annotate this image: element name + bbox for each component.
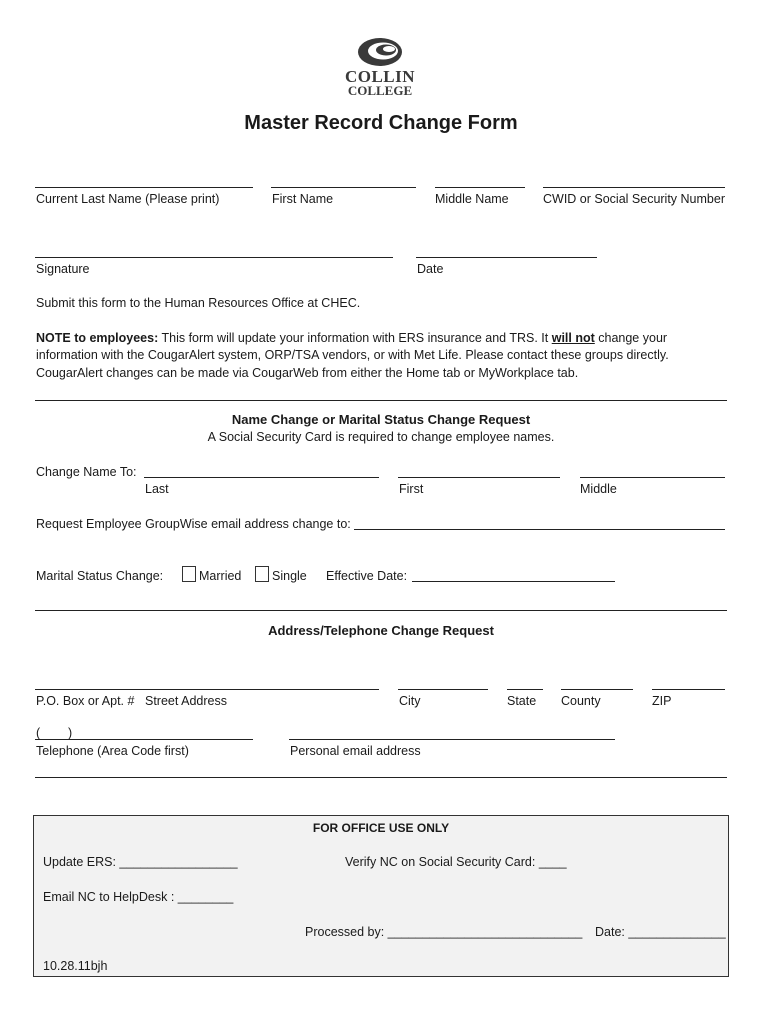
personal-email-field[interactable] [289,739,615,740]
city-field[interactable] [398,689,488,690]
email-change-label: Request Employee GroupWise email address change to: [36,517,351,531]
effective-date-label: Effective Date: [326,569,408,583]
first-name-field[interactable] [271,187,416,188]
married-checkbox[interactable] [182,566,196,582]
cwid-label: CWID or Social Security Number [543,192,725,206]
email-nc-helpdesk-field[interactable]: Email NC to HelpDesk : ________ [43,890,234,904]
employee-note-line1 [36,331,667,345]
effective-date-field[interactable] [412,581,615,582]
last-name-field[interactable] [35,187,253,188]
street-address-label: Street Address [145,694,227,708]
signature-field[interactable] [35,257,393,258]
note-text1: This form will update your information with ERS insurance and TRS. It [158,331,552,345]
po-box-label: P.O. Box or Apt. # [36,694,135,708]
personal-email-label: Personal email address [290,744,421,758]
collin-logo-icon [356,36,404,68]
change-name-label: Change Name To: [36,465,137,479]
telephone-field[interactable] [35,739,253,740]
office-date-field[interactable]: Date: ______________ [595,925,726,939]
note-label: NOTE to employees: [36,331,159,345]
office-use-box [33,815,729,977]
county-label: County [561,694,601,708]
date-label: Date [417,262,444,276]
section-divider-1 [35,400,727,401]
logo-line2: COLLEGE [347,83,413,98]
form-version: 10.28.11bjh [43,959,108,973]
state-label: State [507,694,537,708]
logo-line1: COLLIN [344,67,416,86]
name-section-heading: Name Change or Marital Status Change Request [231,412,531,427]
signature-label: Signature [36,262,90,276]
office-use-heading: FOR OFFICE USE ONLY [312,821,450,835]
street-address-field[interactable] [35,689,379,690]
state-field[interactable] [507,689,543,690]
date-field[interactable] [416,257,597,258]
section-divider-2 [35,610,727,611]
employee-note-line3: CougarAlert changes can be made via CougarWeb from either the Home tab or MyWorkplace tab. [36,366,579,380]
first-name-label: First Name [272,192,334,206]
new-middle-name-field[interactable] [580,477,725,478]
new-last-name-field[interactable] [144,477,379,478]
new-first-label: First [399,482,424,496]
new-last-label: Last [145,482,169,496]
section-divider-3 [35,777,727,778]
middle-name-label: Middle Name [435,192,509,206]
zip-label: ZIP [652,694,672,708]
county-field[interactable] [561,689,633,690]
city-label: City [399,694,421,708]
update-ers-field[interactable]: Update ERS: _________________ [43,855,238,869]
processed-by-field[interactable]: Processed by: ____________________________ [305,925,583,939]
submit-instructions: Submit this form to the Human Resources Office at CHEC. [36,296,361,310]
new-first-name-field[interactable] [398,477,560,478]
middle-name-field[interactable] [435,187,525,188]
telephone-label: Telephone (Area Code first) [36,744,189,758]
address-section-heading: Address/Telephone Change Request [268,623,494,638]
note-text2: change your [594,331,668,345]
single-label: Single [272,569,307,583]
new-middle-label: Middle [580,482,617,496]
last-name-label: Current Last Name (Please print) [36,192,220,206]
single-checkbox[interactable] [255,566,269,582]
employee-note-line2: information with the CougarAlert system, ORP/TSA vendors, or with Met Life. Please contact these groups directly. [36,348,669,362]
cwid-field[interactable] [543,187,725,188]
marital-status-label: Marital Status Change: [36,569,164,583]
area-code-parens: ( ) [36,726,73,740]
note-emphasis: will not [551,331,595,345]
page-title: Master Record Change Form [244,112,518,134]
married-label: Married [199,569,242,583]
zip-field[interactable] [652,689,725,690]
name-section-subheading: A Social Security Card is required to change employee names. [207,430,555,444]
verify-nc-field[interactable]: Verify NC on Social Security Card: ____ [345,855,567,869]
email-change-field[interactable] [354,529,725,530]
